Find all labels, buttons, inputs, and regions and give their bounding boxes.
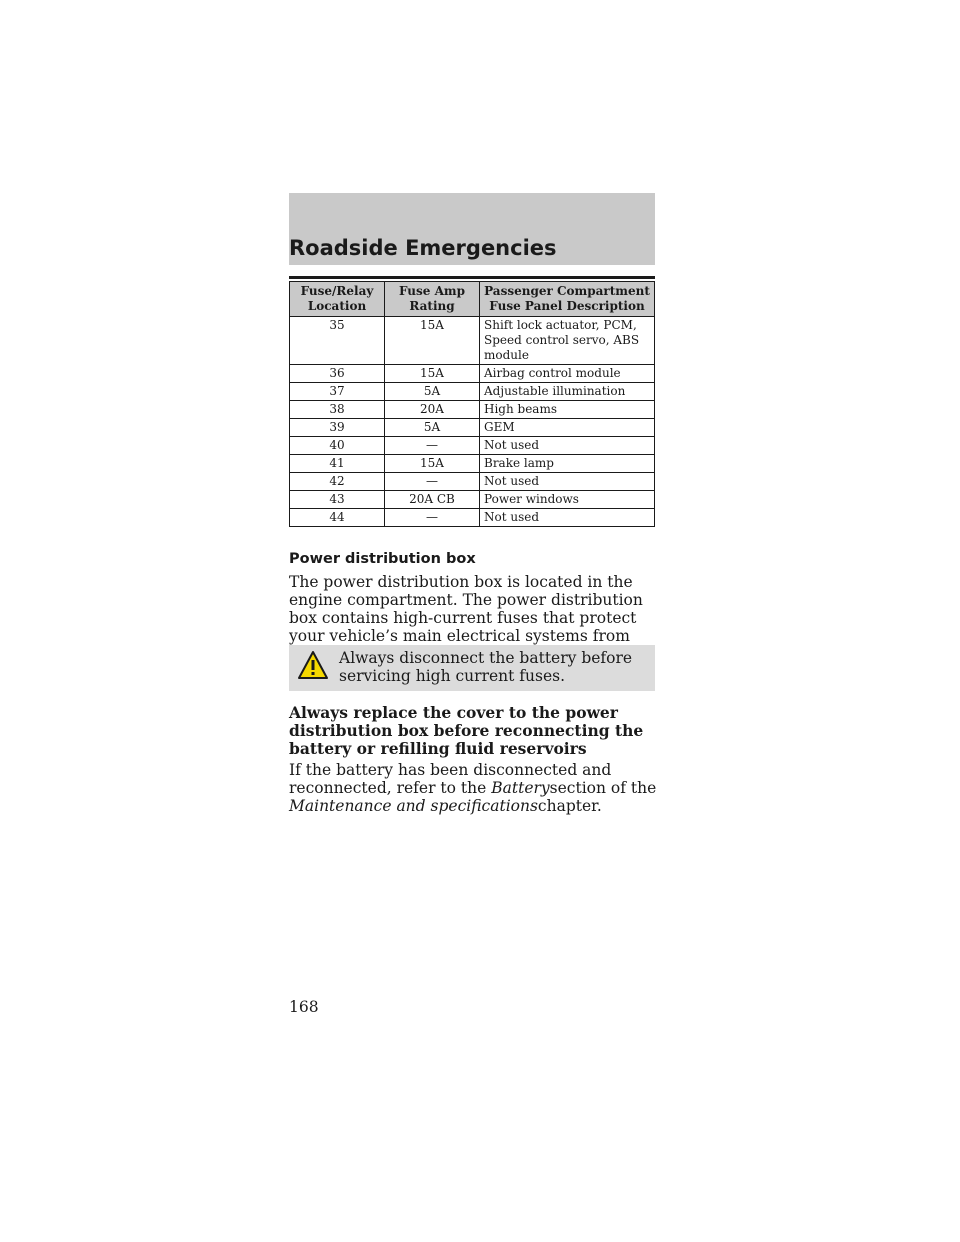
table-row [290,419,655,437]
reference-suffix: chapter. [537,797,602,815]
table-row [290,365,655,383]
table-row [290,383,655,401]
fuse-table [289,281,655,527]
table-row [290,437,655,455]
fuse-rating: 20A CB [385,491,480,509]
page-number: 168 [289,998,319,1016]
fuse-location: 38 [290,401,385,419]
warning-triangle-icon [297,650,329,680]
column-header-description: Passenger Compartment Fuse Panel Description [480,282,655,317]
header-divider [289,276,655,279]
fuse-rating: — [385,509,480,527]
fuse-location: 36 [290,365,385,383]
fuse-rating: 5A [385,383,480,401]
table-header-row [290,282,655,317]
fuse-rating: 5A [385,419,480,437]
fuse-description: Not used [480,437,655,455]
fuse-description: High beams [480,401,655,419]
fuse-description: Brake lamp [480,455,655,473]
fuse-rating: 15A [385,455,480,473]
battery-section-reference: Battery [491,779,550,797]
fuse-rating: 15A [385,365,480,383]
fuse-description: GEM [480,419,655,437]
reference-middle: section of the [549,779,657,797]
fuse-rating: — [385,473,480,491]
fuse-rating: 15A [385,317,480,365]
table-row [290,509,655,527]
fuse-location: 40 [290,437,385,455]
reference-paragraph [289,761,669,815]
fuse-location: 39 [290,419,385,437]
fuse-location: 42 [290,473,385,491]
fuse-description: Power windows [480,491,655,509]
warning-text: Always disconnect the battery before servicing high current fuses. [339,649,633,685]
column-header-location: Fuse/Relay Location [290,282,385,317]
fuse-rating: 20A [385,401,480,419]
fuse-description: Not used [480,509,655,527]
fuse-location: 44 [290,509,385,527]
fuse-location: 35 [290,317,385,365]
reference-prefix: If the battery has been disconnected and reconnected, refer to the [289,761,612,797]
chapter-reference: Maintenance and specifications [289,797,538,815]
fuse-description: Adjustable illumination [480,383,655,401]
fuse-description: Shift lock actuator, PCM, Speed control servo, ABS module [480,317,655,365]
fuse-location: 41 [290,455,385,473]
section-heading: Power distribution box [289,551,476,567]
body-paragraph: The power distribution box is located in the engine compartment. The power distribution box contains high-current fuses that protect your vehicle’s main electrical systems from [289,573,643,645]
page-title: Roadside Emergencies [289,236,557,260]
fuse-location: 43 [290,491,385,509]
fuse-rating: — [385,437,480,455]
fuse-description: Not used [480,473,655,491]
bold-note: Always replace the cover to the power distribution box before reconnecting the battery or refilling fluid reservoirs [289,703,644,758]
table-row [290,473,655,491]
table-row [290,491,655,509]
table-row [290,455,655,473]
table-row [290,317,655,365]
fuse-description: Airbag control module [480,365,655,383]
fuse-location: 37 [290,383,385,401]
table-row [290,401,655,419]
column-header-rating: Fuse Amp Rating [385,282,480,317]
